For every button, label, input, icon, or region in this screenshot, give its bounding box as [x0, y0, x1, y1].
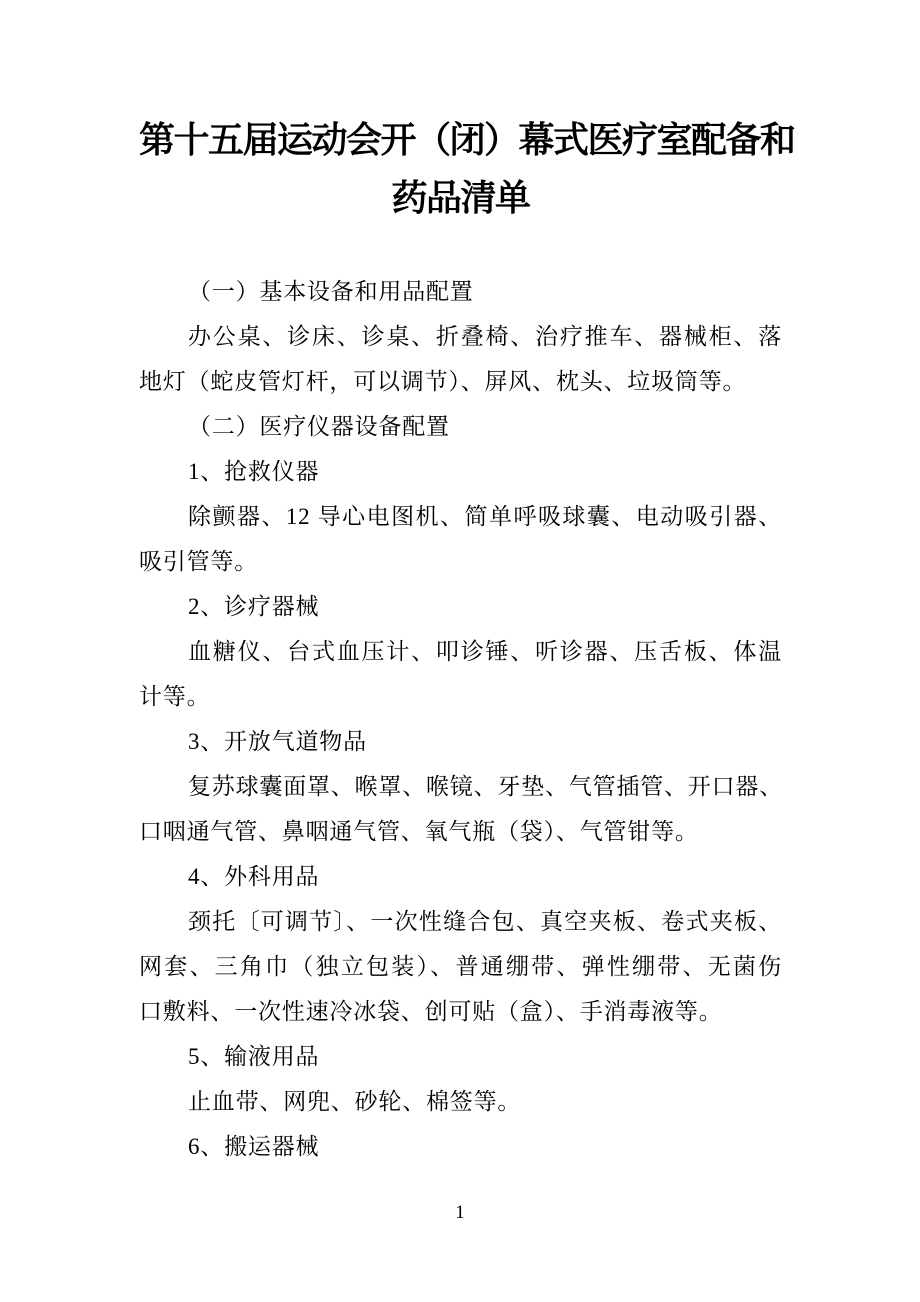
document-line: 网套、三角巾（独立包装）、普通绷带、弹性绷带、无菌伤: [139, 954, 782, 979]
document-title: [139, 111, 795, 227]
document-line: 复苏球囊面罩、喉罩、喉镜、牙垫、气管插管、开口器、: [188, 774, 783, 799]
document-line: 地灯（蛇皮管灯杆，可以调节）、屏风、枕头、垃圾筒等。: [139, 369, 747, 394]
document-line: 止血带、网兜、砂轮、棉签等。: [188, 1089, 522, 1114]
document-line: 除颤器、12 导心电图机、简单呼吸球囊、电动吸引器、: [188, 504, 782, 529]
document-line: 吸引管等。: [139, 549, 258, 574]
document-line: 3、开放气道物品: [188, 729, 367, 754]
document-line: 1、抢救仪器: [188, 459, 320, 484]
document-body: [139, 269, 782, 1169]
document-title-line-1: 第十五届运动会开（闭）幕式医疗室配备和: [139, 120, 795, 160]
document-line: 5、输液用品: [188, 1044, 320, 1069]
document-line: 2、诊疗器械: [188, 594, 320, 619]
document-line: 6、搬运器械: [188, 1134, 320, 1159]
document-line: （一）基本设备和用品配置: [188, 279, 474, 304]
document-line: 口敷料、一次性速冷冰袋、创可贴（盒）、手消毒液等。: [139, 999, 723, 1024]
page-footer: [0, 1198, 920, 1228]
document-line: 办公桌、诊床、诊桌、折叠椅、治疗推车、器械柜、落: [188, 324, 782, 349]
document-line: 4、外科用品: [188, 864, 320, 889]
document-line: 颈托〔可调节〕、一次性缝合包、真空夹板、卷式夹板、: [188, 909, 782, 934]
document-line: 计等。: [139, 684, 211, 709]
document-line: 口咽通气管、鼻咽通气管、氧气瓶（袋）、气管钳等。: [139, 819, 699, 844]
document-line: （二）医疗仪器设备配置: [188, 414, 450, 439]
document-title-line-2: 药品清单: [391, 178, 530, 218]
page-number: 1: [455, 1202, 465, 1223]
document-line: 血糖仪、台式血压计、叩诊锤、听诊器、压舌板、体温: [188, 639, 782, 664]
